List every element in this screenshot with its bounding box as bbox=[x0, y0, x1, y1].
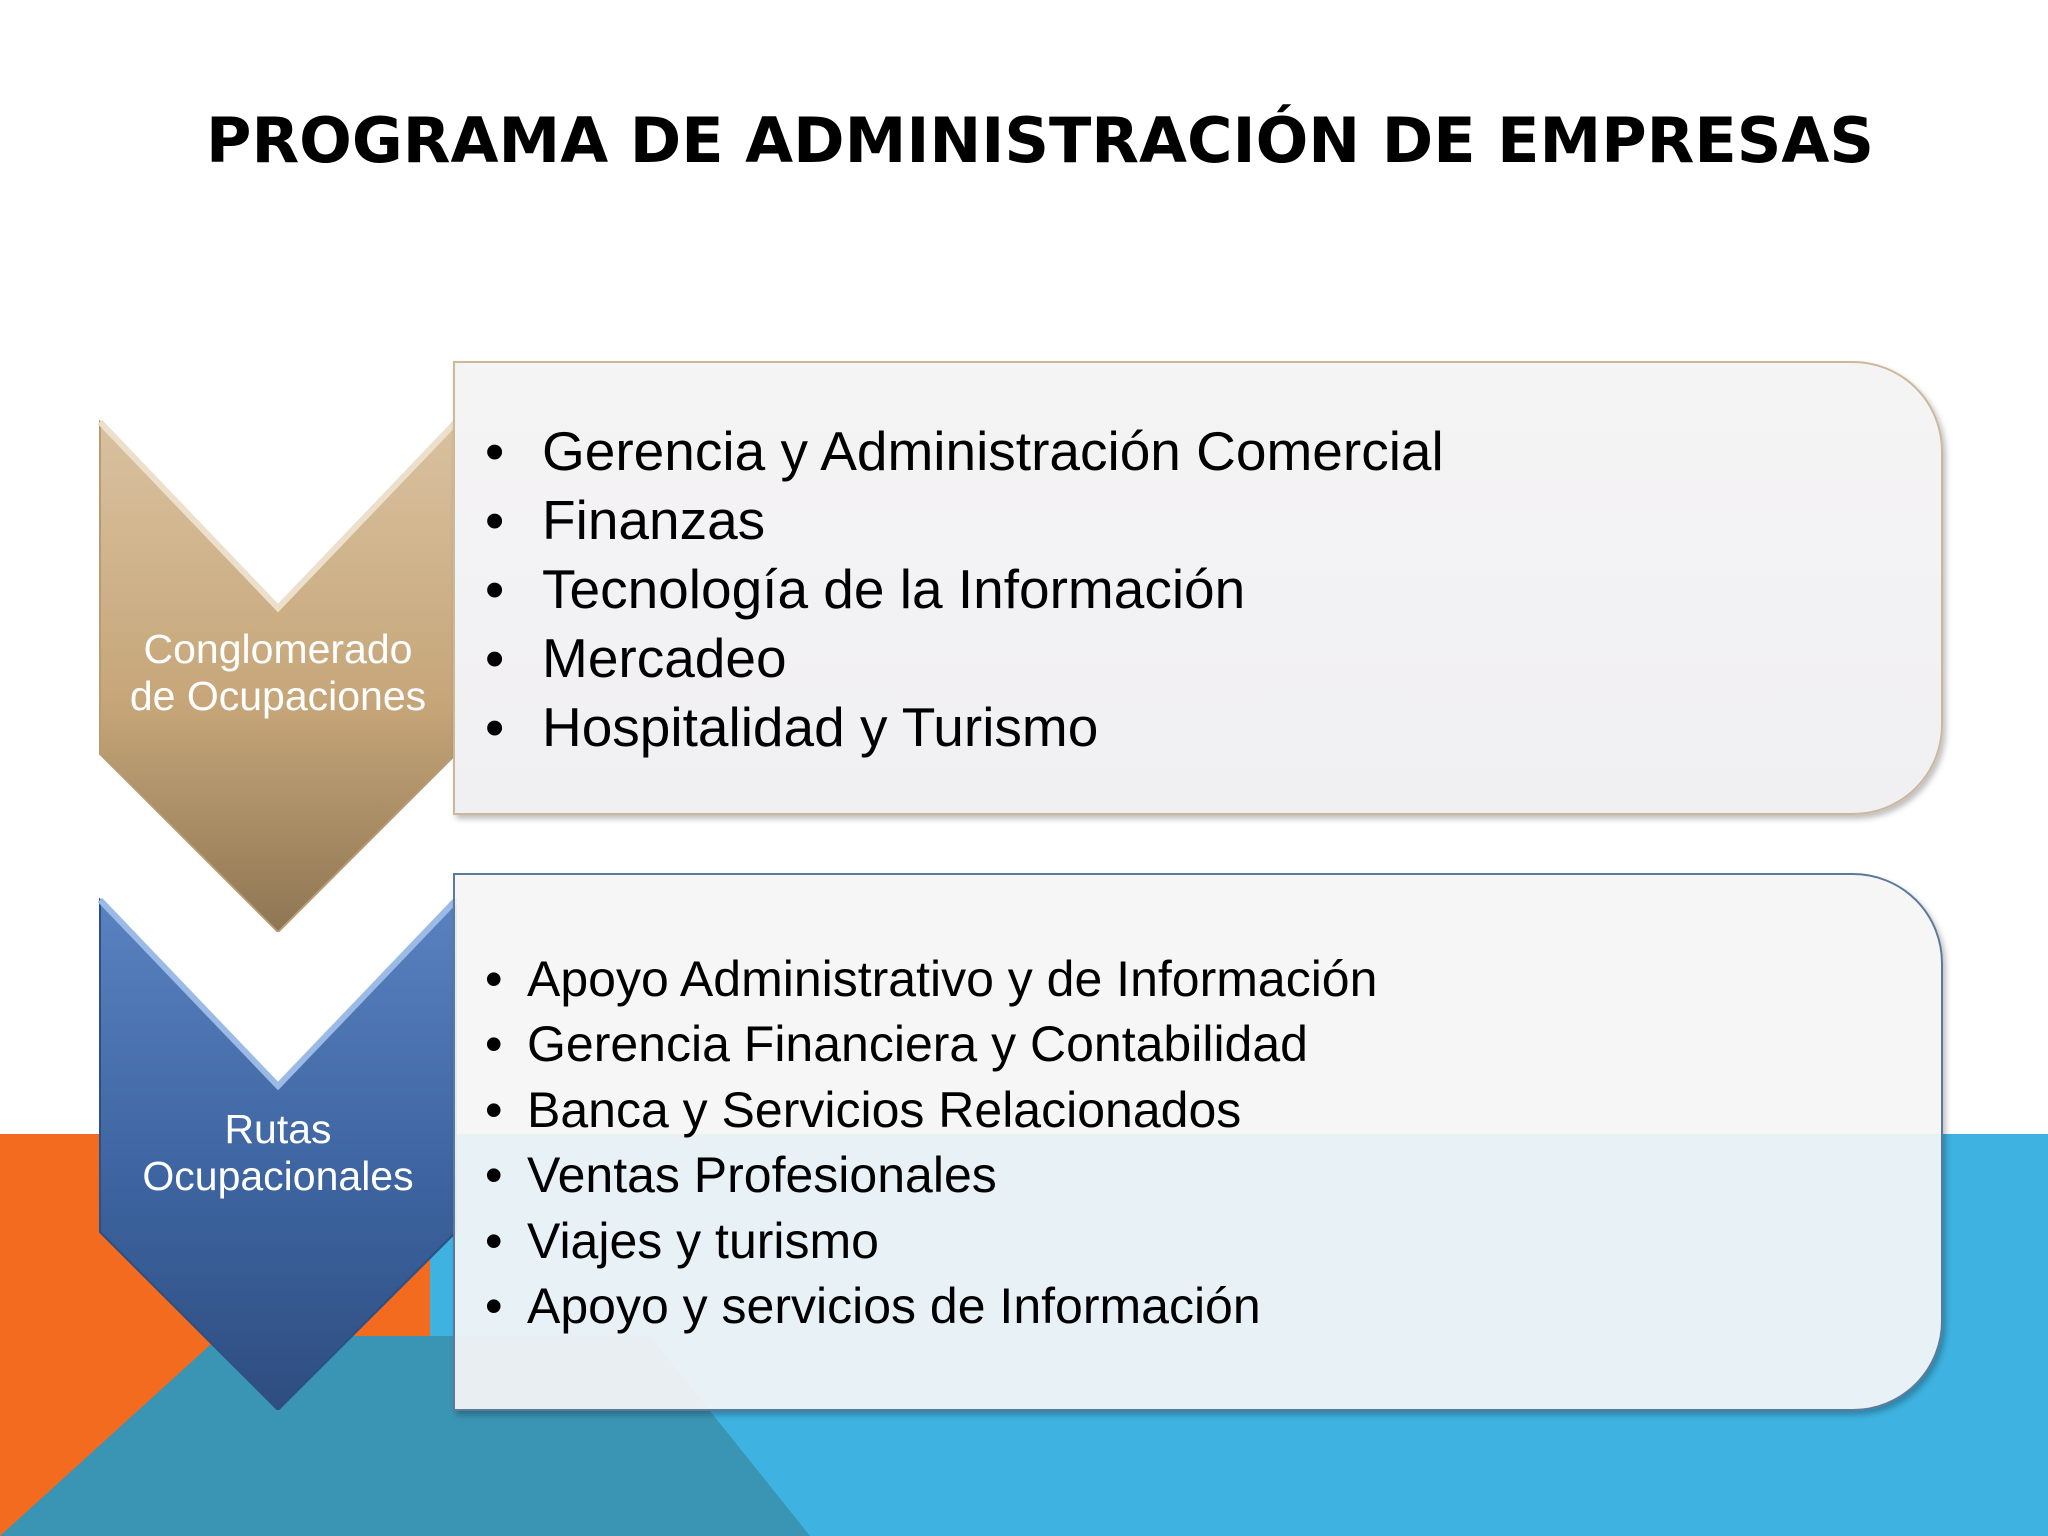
list-item-text: Hospitalidad y Turismo bbox=[542, 696, 1099, 758]
list-item-text: Banca y Servicios Relacionados bbox=[527, 1081, 1242, 1138]
chevron-label-conglomerado bbox=[96, 626, 460, 720]
bullet-icon: • bbox=[485, 696, 505, 758]
list-item-text: Gerencia Financiera y Contabilidad bbox=[527, 1016, 1308, 1073]
chevron-label-line: Ocupacionales bbox=[142, 1153, 414, 1199]
bullet-icon: • bbox=[485, 558, 505, 620]
list-item bbox=[485, 624, 1444, 693]
list-item-text: Tecnología de la Información bbox=[542, 558, 1246, 620]
occupations-panel bbox=[453, 361, 1943, 815]
list-item bbox=[485, 486, 1444, 555]
list-item-text: Viajes y turismo bbox=[527, 1212, 879, 1269]
chevron-label-line: Conglomerado bbox=[143, 626, 413, 672]
bullet-icon: • bbox=[485, 1212, 503, 1269]
routes-panel bbox=[453, 873, 1943, 1411]
list-item-text: Ventas Profesionales bbox=[527, 1147, 997, 1204]
bullet-icon: • bbox=[485, 951, 503, 1007]
list-item bbox=[485, 947, 1377, 1012]
list-item bbox=[485, 1078, 1377, 1143]
bullet-icon: • bbox=[485, 420, 505, 482]
occupations-list bbox=[485, 417, 1444, 762]
list-item-text: Mercadeo bbox=[542, 627, 787, 689]
bullet-icon: • bbox=[485, 1081, 503, 1138]
bullet-icon: • bbox=[485, 489, 505, 551]
chevron-label-line: de Ocupaciones bbox=[129, 673, 427, 719]
list-item-text: Apoyo y servicios de Información bbox=[527, 1278, 1261, 1335]
chevron-label-rutas bbox=[96, 1106, 460, 1200]
chevron-label-line: Rutas bbox=[224, 1106, 332, 1152]
bullet-icon: • bbox=[485, 1016, 503, 1073]
bullet-icon: • bbox=[485, 1278, 503, 1335]
list-item bbox=[485, 1012, 1377, 1077]
slide-title: PROGRAMA DE ADMINISTRACIÓN DE EMPRESAS bbox=[206, 104, 1875, 177]
list-item bbox=[485, 555, 1444, 624]
routes-list bbox=[485, 947, 1377, 1339]
list-item bbox=[485, 417, 1444, 486]
list-item bbox=[485, 693, 1444, 762]
list-item-text: Gerencia y Administración Comercial bbox=[542, 420, 1444, 482]
list-item bbox=[485, 1143, 1377, 1208]
list-item-text: Finanzas bbox=[542, 489, 766, 551]
list-item-text: Apoyo Administrativo y de Información bbox=[527, 951, 1378, 1007]
bullet-icon: • bbox=[485, 1147, 503, 1204]
list-item bbox=[485, 1209, 1377, 1274]
bullet-icon: • bbox=[485, 627, 505, 689]
list-item bbox=[485, 1274, 1377, 1339]
